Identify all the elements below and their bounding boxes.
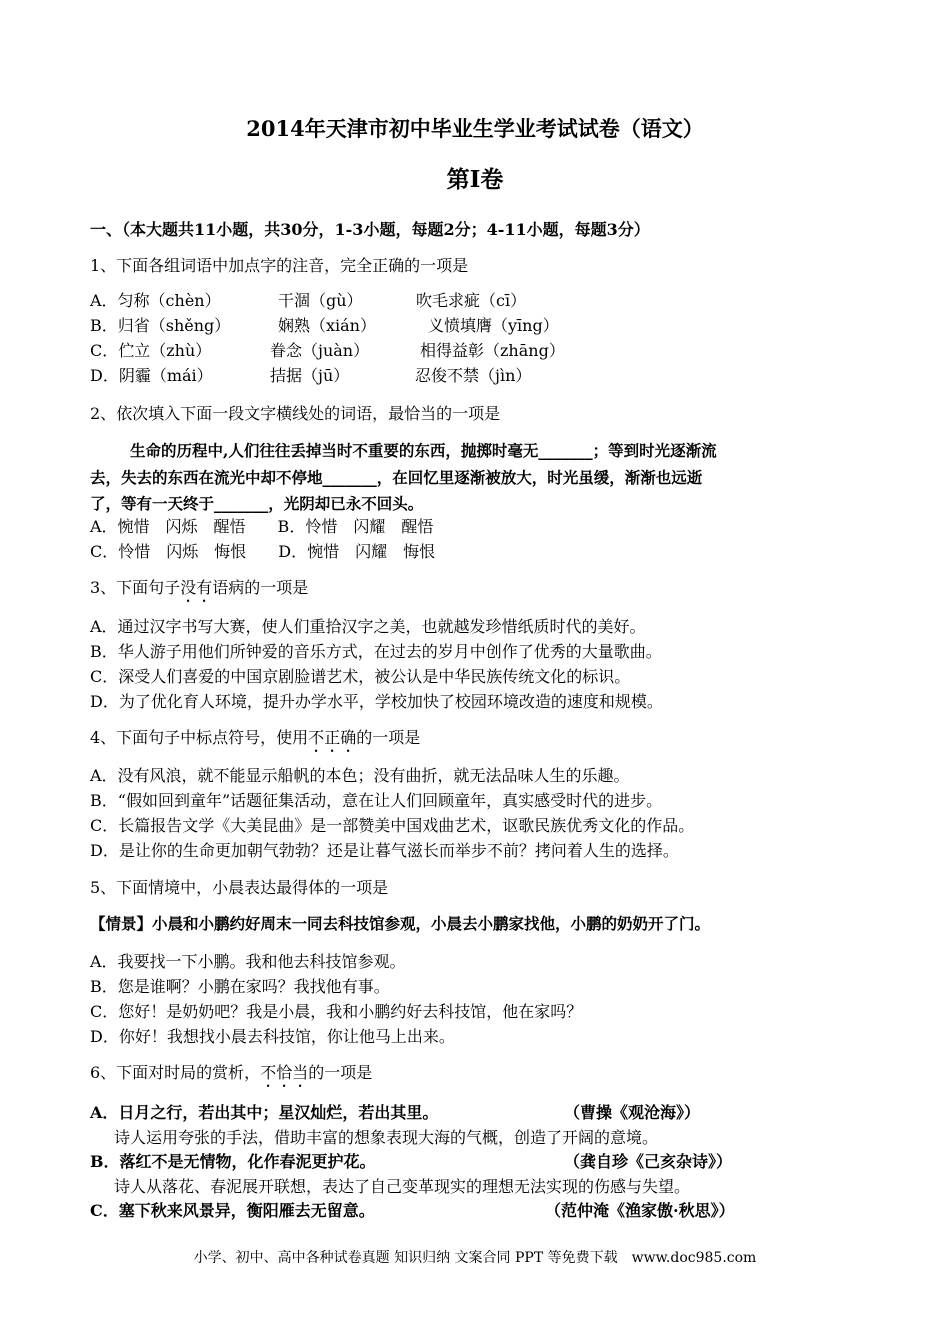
- q6-a-verse: A．日月之行，若出其中；星汉灿烂，若出其里。: [90, 1103, 439, 1122]
- question-5-option-b: B．您是谁啊？小鹏在家吗？我找他有事。: [90, 977, 390, 996]
- question-6-option-b: [90, 1149, 732, 1172]
- question-6-option-a: [90, 1100, 700, 1123]
- question-5-option-d: D．你好！我想找小晨去科技馆，你让他马上出来。: [90, 1027, 455, 1046]
- q4-stem-emphasis: 不正确: [308, 728, 357, 747]
- volume-title: 第Ⅰ卷: [446, 166, 504, 193]
- question-1-option-d: [90, 363, 531, 386]
- q3-stem-post: 语病的一项是: [212, 578, 309, 597]
- exam-title: 2014年天津市初中毕业生学业考试试卷（语文）: [246, 116, 704, 141]
- question-3-option-b: B．华人游子用他们所钟爱的音乐方式，在过去的岁月中创作了优秀的大量歌曲。: [90, 642, 662, 661]
- q4-stem-post: 的一项是: [356, 728, 421, 747]
- question-2-passage-line-2: 去，失去的东西在流光中却不停地_______，在回忆里逐渐被放大，时光虽缓，渐渐也远逝: [90, 468, 703, 487]
- question-1-option-c: [90, 338, 565, 361]
- question-1-stem: 1、下面各组词语中加点字的注音，完全正确的一项是: [90, 256, 469, 275]
- q1-c-word2: 眷念（juàn）: [270, 341, 370, 360]
- q1-d-word2: 拮据（jū）: [270, 366, 350, 385]
- q3-stem-emphasis: 没有: [180, 578, 213, 597]
- question-2-stem: 2、依次填入下面一段文字横线处的词语，最恰当的一项是: [90, 404, 501, 423]
- q4-stem-pre: 4、下面句子中标点符号，使用: [90, 728, 309, 747]
- question-6-option-a-note: 诗人运用夸张的手法，借助丰富的想象表现大海的气概，创造了开阔的意境。: [114, 1128, 659, 1147]
- question-3-stem: [90, 575, 308, 606]
- question-4-stem: [90, 725, 420, 756]
- q6-stem-post: 的一项是: [308, 1063, 373, 1082]
- question-4-option-b: B．“假如回到童年”话题征集活动，意在让人们回顾童年，真实感受时代的进步。: [90, 791, 663, 810]
- question-4-option-c: C．长篇报告文学《大美昆曲》是一部赞美中国戏曲艺术，讴歌民族优秀文化的作品。: [90, 816, 695, 835]
- question-5-option-c: C．您好！是奶奶吧？我是小晨，我和小鹏约好去科技馆，他在家吗？: [90, 1002, 583, 1021]
- q3-stem-pre: 3、下面句子: [90, 578, 181, 597]
- q1-d-word1: D．阴霾（mái）: [90, 366, 213, 385]
- question-2-options-ab: A．惋惜 闪烁 醒悟 B．怜惜 闪耀 醒悟: [90, 517, 434, 536]
- q1-b-word3: 义愤填膺（yīng）: [428, 316, 559, 335]
- q1-b-word1: B．归省（shěng）: [90, 316, 231, 335]
- page-footer: 小学、初中、高中各种试卷真题 知识归纳 文案合同 PPT 等免费下载 www.doc985.com: [193, 1250, 757, 1266]
- q6-c-source: （范仲淹《渔家傲·秋思》）: [545, 1201, 735, 1220]
- q1-a-word1: A．匀称（chèn）: [90, 291, 221, 310]
- question-5-option-a: A．我要找一下小鹏。我和他去科技馆参观。: [90, 952, 406, 971]
- q1-a-word2: 干涸（gù）: [278, 291, 363, 310]
- q1-c-word3: 相得益彰（zhāng）: [420, 341, 565, 360]
- question-6-option-c: [90, 1198, 735, 1221]
- question-4-option-d: D．是让你的生命更加朝气勃勃？还是让暮气滋长而举步不前？拷问着人生的选择。: [90, 841, 679, 860]
- section-header: 一、（本大题共11小题，共30分，1-3小题，每题2分；4-11小题，每题3分）: [90, 220, 650, 239]
- q1-d-word3: 忍俊不禁（jìn）: [415, 366, 532, 385]
- q6-a-source: （曹操《观沧海》）: [564, 1103, 701, 1122]
- question-2-passage-line-1: 生命的历程中,人们往往丢掉当时不重要的东西，抛掷时毫无_______；等到时光逐渐流: [130, 441, 717, 460]
- q6-b-source: （龚自珍《己亥杂诗》）: [564, 1152, 733, 1171]
- question-6-option-b-note: 诗人从落花、春泥展开联想，表达了自己变革现实的理想无法实现的伤感与失望。: [114, 1177, 691, 1196]
- q6-stem-pre: 6、下面对时局的赏析，: [90, 1063, 261, 1082]
- question-3-option-a: A．通过汉字书写大赛，使人们重拾汉字之美，也就越发珍惜纸质时代的美好。: [90, 617, 646, 636]
- question-2-passage-line-3: 了，等有一天终于_______，光阴却已永不回头。: [90, 494, 424, 513]
- question-1-option-b: [90, 313, 559, 336]
- question-3-option-c: C．深受人们喜爱的中国京剧脸谱艺术，被公认是中华民族传统文化的标识。: [90, 667, 631, 686]
- q6-c-verse: C．塞下秋来风景异，衡阳雁去无留意。: [90, 1201, 375, 1220]
- question-4-option-a: A．没有风浪，就不能显示船帆的本色；没有曲折，就无法品味人生的乐趣。: [90, 766, 630, 785]
- q6-stem-emphasis: 不恰当: [260, 1063, 309, 1082]
- question-6-stem: [90, 1060, 372, 1091]
- q1-c-word1: C．伫立（zhù）: [90, 341, 212, 360]
- q6-b-verse: B．落红不是无情物，化作春泥更护花。: [90, 1152, 376, 1171]
- q1-b-word2: 娴熟（xián）: [278, 316, 376, 335]
- question-5-context: 【情景】小晨和小鹏约好周末一同去科技馆参观，小晨去小鹏家找他，小鹏的奶奶开了门。: [90, 914, 711, 933]
- question-3-option-d: D．为了优化育人环境，提升办学水平，学校加快了校园环境改造的速度和规模。: [90, 692, 663, 711]
- question-5-stem: 5、下面情境中，小晨表达最得体的一项是: [90, 878, 389, 897]
- question-1-option-a: [90, 288, 526, 311]
- q1-a-word3: 吹毛求疵（cī）: [416, 291, 527, 310]
- question-2-options-cd: C．怜惜 闪烁 悔恨 D．惋惜 闪耀 悔恨: [90, 542, 436, 561]
